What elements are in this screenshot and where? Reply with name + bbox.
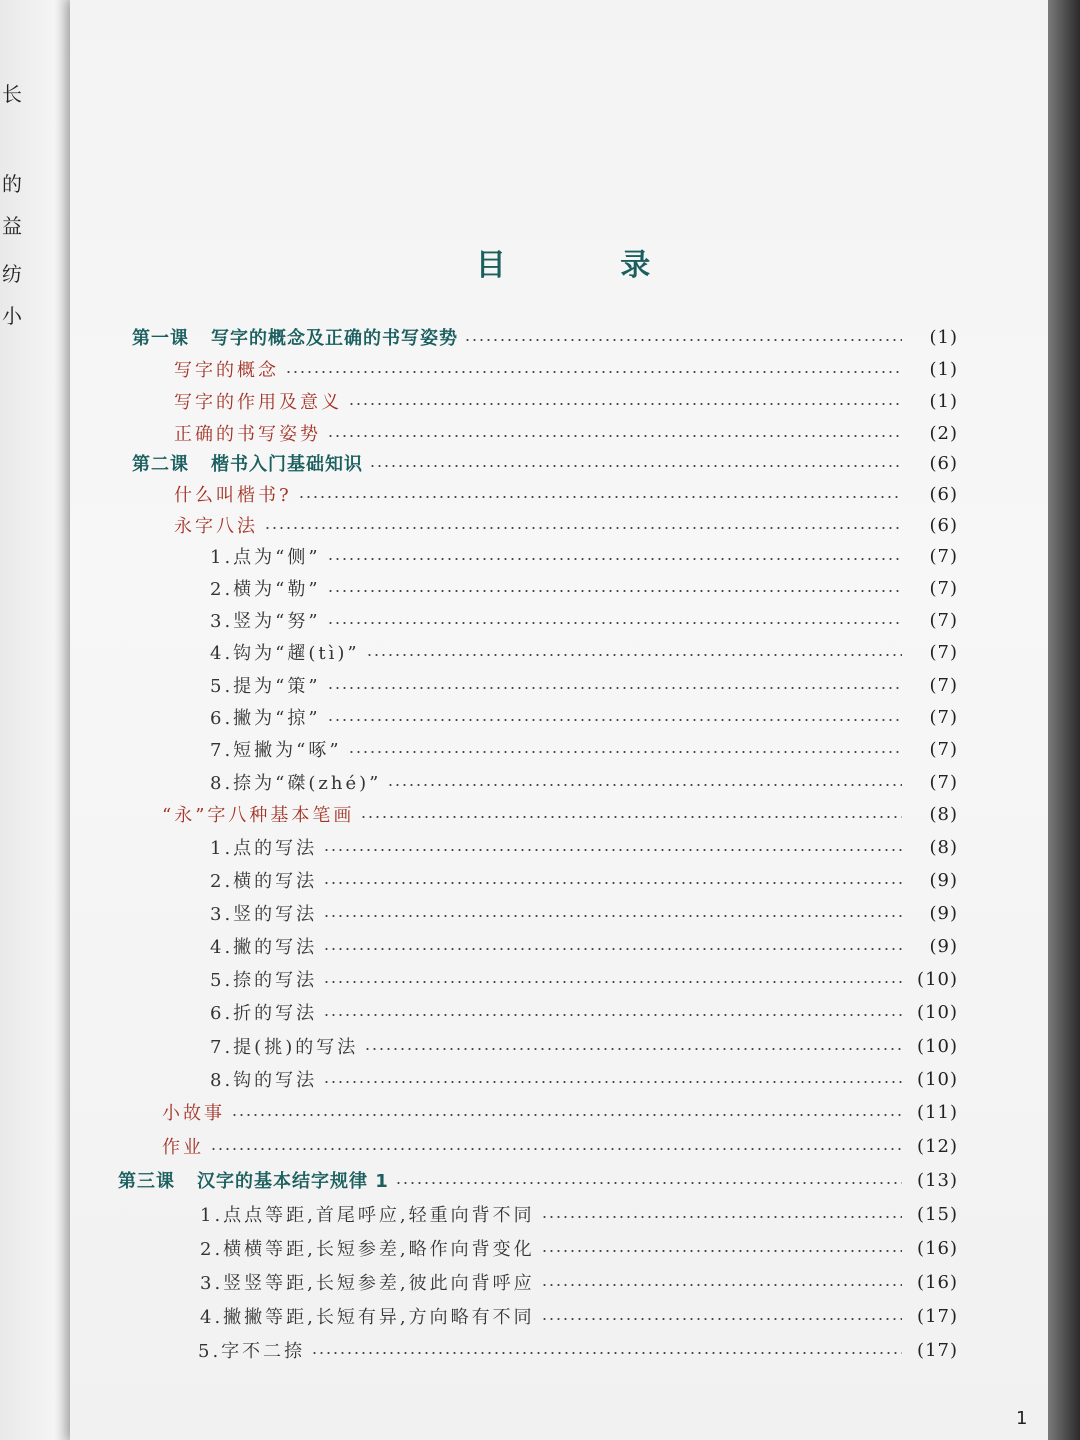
dot-leader [323, 1014, 902, 1016]
toc-item-row[interactable] [210, 1031, 958, 1061]
dot-leader [323, 849, 902, 851]
dot-leader [327, 719, 902, 721]
toc-page-number: (7) [929, 706, 958, 728]
left-page-glyph: 小 [2, 304, 22, 328]
toc-page-number: (8) [929, 803, 958, 825]
toc-item-row[interactable] [200, 1301, 958, 1331]
toc-entry-title: 8.捺为“磔(zhé)” [210, 773, 382, 794]
dot-leader [348, 751, 902, 753]
toc-page [70, 0, 1048, 1440]
toc-entry-title: 4.撇撇等距,长短有异,方向略有不同 [200, 1307, 535, 1328]
toc-entry-title: 3.竖竖等距,长短参差,彼此向背呼应 [200, 1273, 535, 1294]
dot-leader [327, 622, 902, 624]
toc-entry-title: 3.竖为“努” [210, 611, 321, 632]
toc-page-number: (1) [929, 326, 958, 348]
toc-page-number: (17) [917, 1339, 958, 1361]
lesson-title: 汉字的基本结字规律 1 [197, 1171, 389, 1192]
toc-item-row[interactable] [198, 1335, 958, 1365]
toc-section-row[interactable] [174, 510, 958, 540]
page-shadow-edge [1048, 0, 1080, 1440]
toc-page-number: (17) [917, 1305, 958, 1327]
dot-leader [323, 882, 902, 884]
dot-leader [387, 784, 902, 786]
toc-item-row[interactable] [210, 832, 958, 862]
lesson-title: 楷书入门基础知识 [211, 454, 363, 475]
toc-item-row[interactable] [210, 767, 958, 797]
toc-entry-title: 5.捺的写法 [210, 970, 318, 991]
toc-page-number: (7) [929, 577, 958, 599]
toc-page-number: (13) [917, 1169, 958, 1191]
toc-section-row[interactable] [174, 386, 958, 416]
toc-page-number: (12) [917, 1135, 958, 1157]
toc-page-number: (11) [917, 1101, 958, 1123]
dot-leader [323, 948, 902, 950]
toc-entry-title: 什么叫楷书? [174, 485, 292, 506]
toc-page-number: (9) [929, 935, 958, 957]
toc-entry-title: 2.横为“勒” [210, 579, 321, 600]
dot-leader [327, 558, 902, 560]
toc-item-row[interactable] [210, 997, 958, 1027]
toc-page-number: (1) [929, 358, 958, 380]
toc-entry-title: 7.提(挑)的写法 [210, 1037, 359, 1058]
dot-leader [210, 1148, 902, 1150]
toc-page-number: (16) [917, 1271, 958, 1293]
left-page-glyph: 益 [2, 214, 22, 238]
toc-lesson-row[interactable] [132, 322, 958, 352]
dot-leader [369, 465, 902, 467]
dot-leader [360, 816, 902, 818]
lesson-number: 第一课 [132, 328, 189, 349]
dot-leader [298, 496, 902, 498]
toc-section-row[interactable] [162, 1097, 958, 1127]
toc-entry-title: 6.撇为“掠” [210, 708, 321, 729]
toc-page-number: (10) [917, 1001, 958, 1023]
toc-entry-title: 6.折的写法 [210, 1003, 318, 1024]
toc-entry-title: 写字的概念 [174, 360, 279, 381]
toc-entry-title: 作业 [162, 1137, 204, 1158]
toc-entry-title: 小故事 [162, 1103, 225, 1124]
dot-leader [285, 371, 902, 373]
toc-entry-title: 3.竖的写法 [210, 904, 318, 925]
lesson-number: 第三课 [118, 1171, 175, 1192]
dot-leader [464, 339, 902, 341]
dot-leader [311, 1352, 902, 1354]
toc-entry-title: 7.短撇为“啄” [210, 740, 342, 761]
toc-item-row[interactable] [210, 541, 958, 571]
toc-item-row[interactable] [210, 605, 958, 635]
toc-page-number: (9) [929, 869, 958, 891]
toc-entry-title: 2.横的写法 [210, 871, 318, 892]
toc-entry-title: 2.横横等距,长短参差,略作向背变化 [200, 1239, 535, 1260]
toc-page-number: (10) [917, 1035, 958, 1057]
dot-leader [323, 1081, 902, 1083]
toc-item-row[interactable] [210, 1064, 958, 1094]
dot-leader [323, 915, 902, 917]
dot-leader [323, 981, 902, 983]
toc-entry-title: 写字的作用及意义 [174, 392, 342, 413]
toc-entry-title: 8.钩的写法 [210, 1070, 318, 1091]
toc-page-number: (7) [929, 771, 958, 793]
dot-leader [327, 687, 902, 689]
toc-page-number: (10) [917, 968, 958, 990]
dot-leader [541, 1284, 902, 1286]
toc-entry-title: 1.点的写法 [210, 838, 318, 859]
dot-leader [541, 1318, 902, 1320]
toc-entry-title: 正确的书写姿势 [174, 424, 321, 445]
toc-item-row[interactable] [210, 573, 958, 603]
left-page-edge [0, 0, 78, 1440]
toc-item-row[interactable] [210, 637, 958, 667]
toc-entry-title: “永”字八种基本笔画 [162, 805, 355, 826]
toc-item-row[interactable] [210, 865, 958, 895]
toc-item-row[interactable] [210, 931, 958, 961]
toc-entry-title [132, 324, 458, 350]
toc-item-row[interactable] [210, 670, 958, 700]
toc-page-number: (6) [929, 452, 958, 474]
toc-entry-title: 5.提为“策” [210, 676, 321, 697]
toc-page-number: (9) [929, 902, 958, 924]
dot-leader [364, 1048, 902, 1050]
lesson-number: 第二课 [132, 454, 189, 475]
toc-page-number: (7) [929, 738, 958, 760]
toc-section-row[interactable] [174, 354, 958, 384]
toc-entry-title: 1.点点等距,首尾呼应,轻重向背不同 [200, 1205, 535, 1226]
toc-section-row[interactable] [174, 418, 958, 448]
toc-page-number: (6) [929, 483, 958, 505]
left-page-glyph: 纺 [2, 262, 22, 286]
left-page-glyph: 的 [2, 172, 22, 196]
dot-leader [348, 403, 902, 405]
toc-page-number: (8) [929, 836, 958, 858]
toc-entry-title [132, 450, 363, 476]
toc-page-number: (7) [929, 641, 958, 663]
left-page-glyph: 长 [2, 82, 22, 106]
page-number: 1 [1016, 1408, 1028, 1429]
toc-entry-title: 4.钩为“趯(tì)” [210, 643, 360, 664]
dot-leader [541, 1216, 902, 1218]
toc-page-number: (1) [929, 390, 958, 412]
dot-leader [541, 1250, 902, 1252]
table-of-contents [70, 0, 1048, 1440]
toc-entry-title: 永字八法 [174, 516, 258, 537]
toc-item-row[interactable] [210, 734, 958, 764]
toc-item-row[interactable] [210, 964, 958, 994]
toc-lesson-row[interactable] [118, 1165, 958, 1195]
dot-leader [366, 654, 902, 656]
lesson-title: 写字的概念及正确的书写姿势 [211, 328, 458, 349]
toc-page-number: (7) [929, 545, 958, 567]
dot-leader [327, 590, 902, 592]
toc-item-row[interactable] [200, 1199, 958, 1229]
toc-item-row[interactable] [200, 1233, 958, 1263]
toc-lesson-row[interactable] [132, 448, 958, 478]
toc-page-number: (7) [929, 609, 958, 631]
dot-leader [395, 1182, 902, 1184]
toc-section-row[interactable] [162, 1131, 958, 1161]
toc-section-row[interactable] [174, 479, 958, 509]
toc-page-number: (10) [917, 1068, 958, 1090]
toc-entry-title [118, 1167, 389, 1193]
page-title: 目 录 [475, 248, 703, 283]
toc-item-row[interactable] [200, 1267, 958, 1297]
toc-entry-title: 1.点为“侧” [210, 547, 321, 568]
dot-leader [327, 435, 902, 437]
toc-entry-title: 5.字不二捺 [198, 1341, 306, 1362]
toc-page-number: (2) [929, 422, 958, 444]
dot-leader [264, 527, 902, 529]
dot-leader [231, 1114, 902, 1116]
toc-section-row[interactable] [162, 799, 958, 829]
toc-item-row[interactable] [210, 898, 958, 928]
toc-item-row[interactable] [210, 702, 958, 732]
toc-page-number: (15) [917, 1203, 958, 1225]
toc-entry-title: 4.撇的写法 [210, 937, 318, 958]
toc-page-number: (6) [929, 514, 958, 536]
toc-page-number: (7) [929, 674, 958, 696]
toc-page-number: (16) [917, 1237, 958, 1259]
